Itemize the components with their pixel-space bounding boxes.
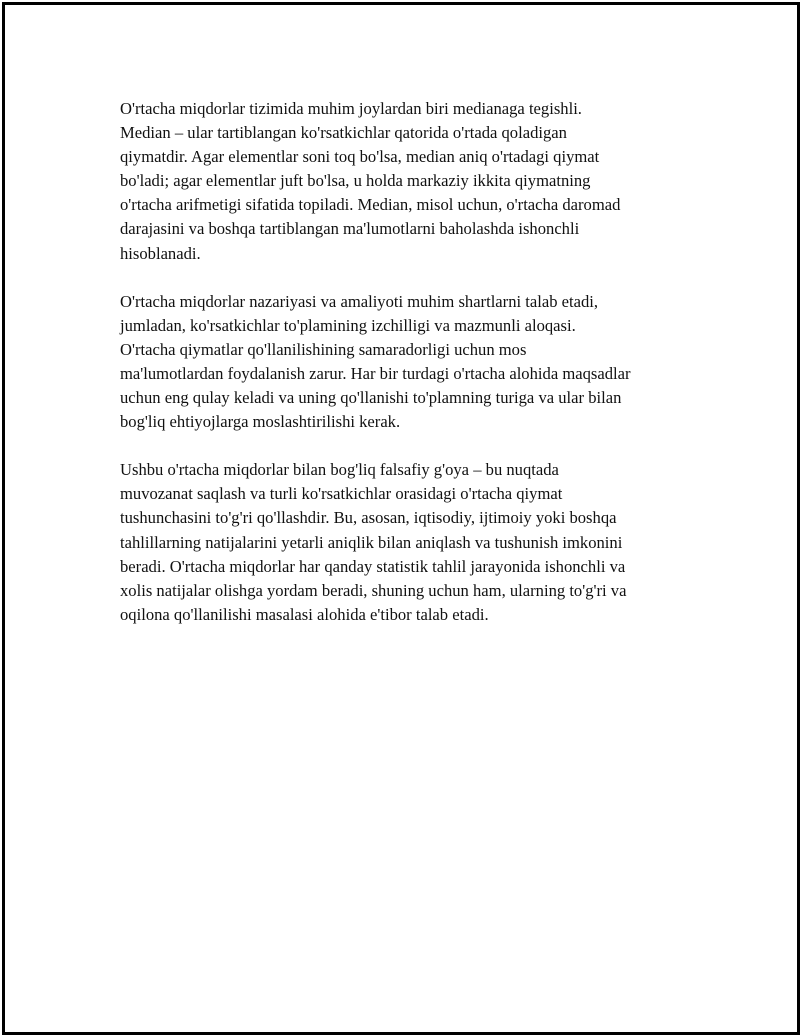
text-line: Median – ular tartiblangan ko'rsatkichlar qatorida o'rtada qoladigan: [120, 123, 567, 143]
text-line: xolis natijalar olishga yordam beradi, shuning uchun ham, ularning to'g'ri va: [120, 580, 627, 600]
page-body-text: [120, 97, 700, 651]
text-line: o'rtacha arifmetigi sifatida topiladi. Median, misol uchun, o'rtacha daromad: [120, 195, 621, 215]
text-line: O'rtacha qiymatlar qo'llanilishining samaradorligi uchun mos: [120, 339, 527, 359]
text-line: qiymatdir. Agar elementlar soni toq bo'lsa, median aniq o'rtadagi qiymat: [120, 147, 600, 167]
paragraph-median: [120, 97, 700, 266]
text-line: tushunchasini to'g'ri qo'llashdir. Bu, asosan, iqtisodiy, ijtimoiy yoki boshqa: [120, 508, 617, 528]
text-line: hisoblanadi.: [120, 243, 201, 263]
text-line: beradi. O'rtacha miqdorlar har qanday statistik tahlil jarayonida ishonchli va: [120, 556, 626, 576]
page-frame: [2, 2, 800, 1035]
text-line: O'rtacha miqdorlar nazariyasi va amaliyoti muhim shartlarni talab etadi,: [120, 291, 599, 311]
text-line: Ushbu o'rtacha miqdorlar bilan bog'liq falsafiy g'oya – bu nuqtada: [120, 460, 559, 480]
text-line: muvozanat saqlash va turli ko'rsatkichlar orasidagi o'rtacha qiymat: [120, 484, 563, 504]
text-line: ma'lumotlardan foydalanish zarur. Har bir turdagi o'rtacha alohida maqsadlar: [120, 363, 631, 383]
text-line: bo'ladi; agar elementlar juft bo'lsa, u holda markaziy ikkita qiymatning: [120, 171, 591, 191]
text-line: jumladan, ko'rsatkichlar to'plamining izchilligi va mazmunli aloqasi.: [120, 315, 576, 335]
text-line: oqilona qo'llanilishi masalasi alohida e'tibor talab etadi.: [120, 604, 489, 624]
text-line: tahlillarning natijalarini yetarli aniqlik bilan aniqlash va tushunish imkonini: [120, 532, 623, 552]
paragraph-philosophy: [120, 458, 700, 627]
text-line: bog'liq ehtiyojlarga moslashtirilishi kerak.: [120, 412, 401, 432]
paragraph-theory-practice: [120, 290, 700, 435]
text-line: uchun eng qulay keladi va uning qo'llanishi to'plamning turiga va ular bilan: [120, 388, 622, 408]
text-line: darajasini va boshqa tartiblangan ma'lumotlarni baholashda ishonchli: [120, 219, 580, 239]
text-line: O'rtacha miqdorlar tizimida muhim joylardan biri medianaga tegishli.: [120, 99, 582, 118]
